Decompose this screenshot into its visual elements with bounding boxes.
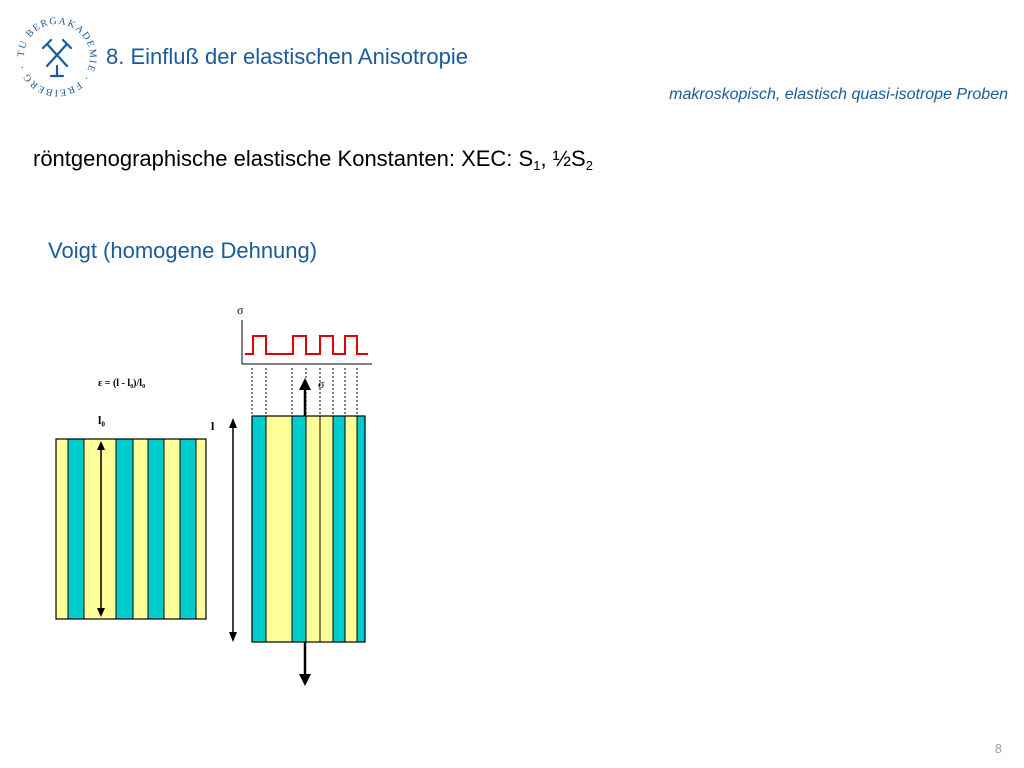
stress-axis-label: σ — [237, 303, 244, 317]
page-title: 8. Einfluß der elastischen Anisotropie — [106, 44, 468, 69]
page-number: 8 — [994, 741, 1002, 756]
page-subtitle: makroskopisch, elastisch quasi-isotrope Proben — [669, 86, 1008, 103]
stress-square-wave — [245, 336, 368, 354]
xec-heading-text: röntgenographische elastische Konstanten: XEC: S — [33, 146, 534, 171]
length-arrow-head-top — [229, 418, 237, 428]
load-stress-label: σ — [318, 377, 325, 391]
load-arrow-down-head — [299, 674, 311, 686]
length-arrow-head-bottom — [229, 632, 237, 642]
xec-heading-sub-1: 1 — [533, 158, 541, 173]
seal-ring-text: TU BERGAKADEMIE · FREIBERG · — [15, 15, 99, 99]
svg-text:TU BERGAKADEMIE · FREIBERG · — [16, 16, 98, 98]
length-label: l — [211, 419, 215, 433]
university-seal-icon — [14, 14, 100, 100]
voigt-diagram — [0, 290, 420, 700]
xec-heading — [33, 146, 593, 173]
xec-heading-sub-2: 2 — [585, 158, 593, 173]
strained-sample — [229, 416, 365, 642]
xec-heading-mid: , ½S — [540, 146, 586, 171]
load-arrow-up-head — [299, 378, 311, 390]
undeformed-sample — [56, 439, 206, 619]
initial-length-label: l₀ — [98, 413, 105, 427]
voigt-section-label: Voigt (homogene Dehnung) — [48, 238, 318, 263]
strain-formula: ε = (l - l₀)/l₀ — [98, 378, 146, 389]
